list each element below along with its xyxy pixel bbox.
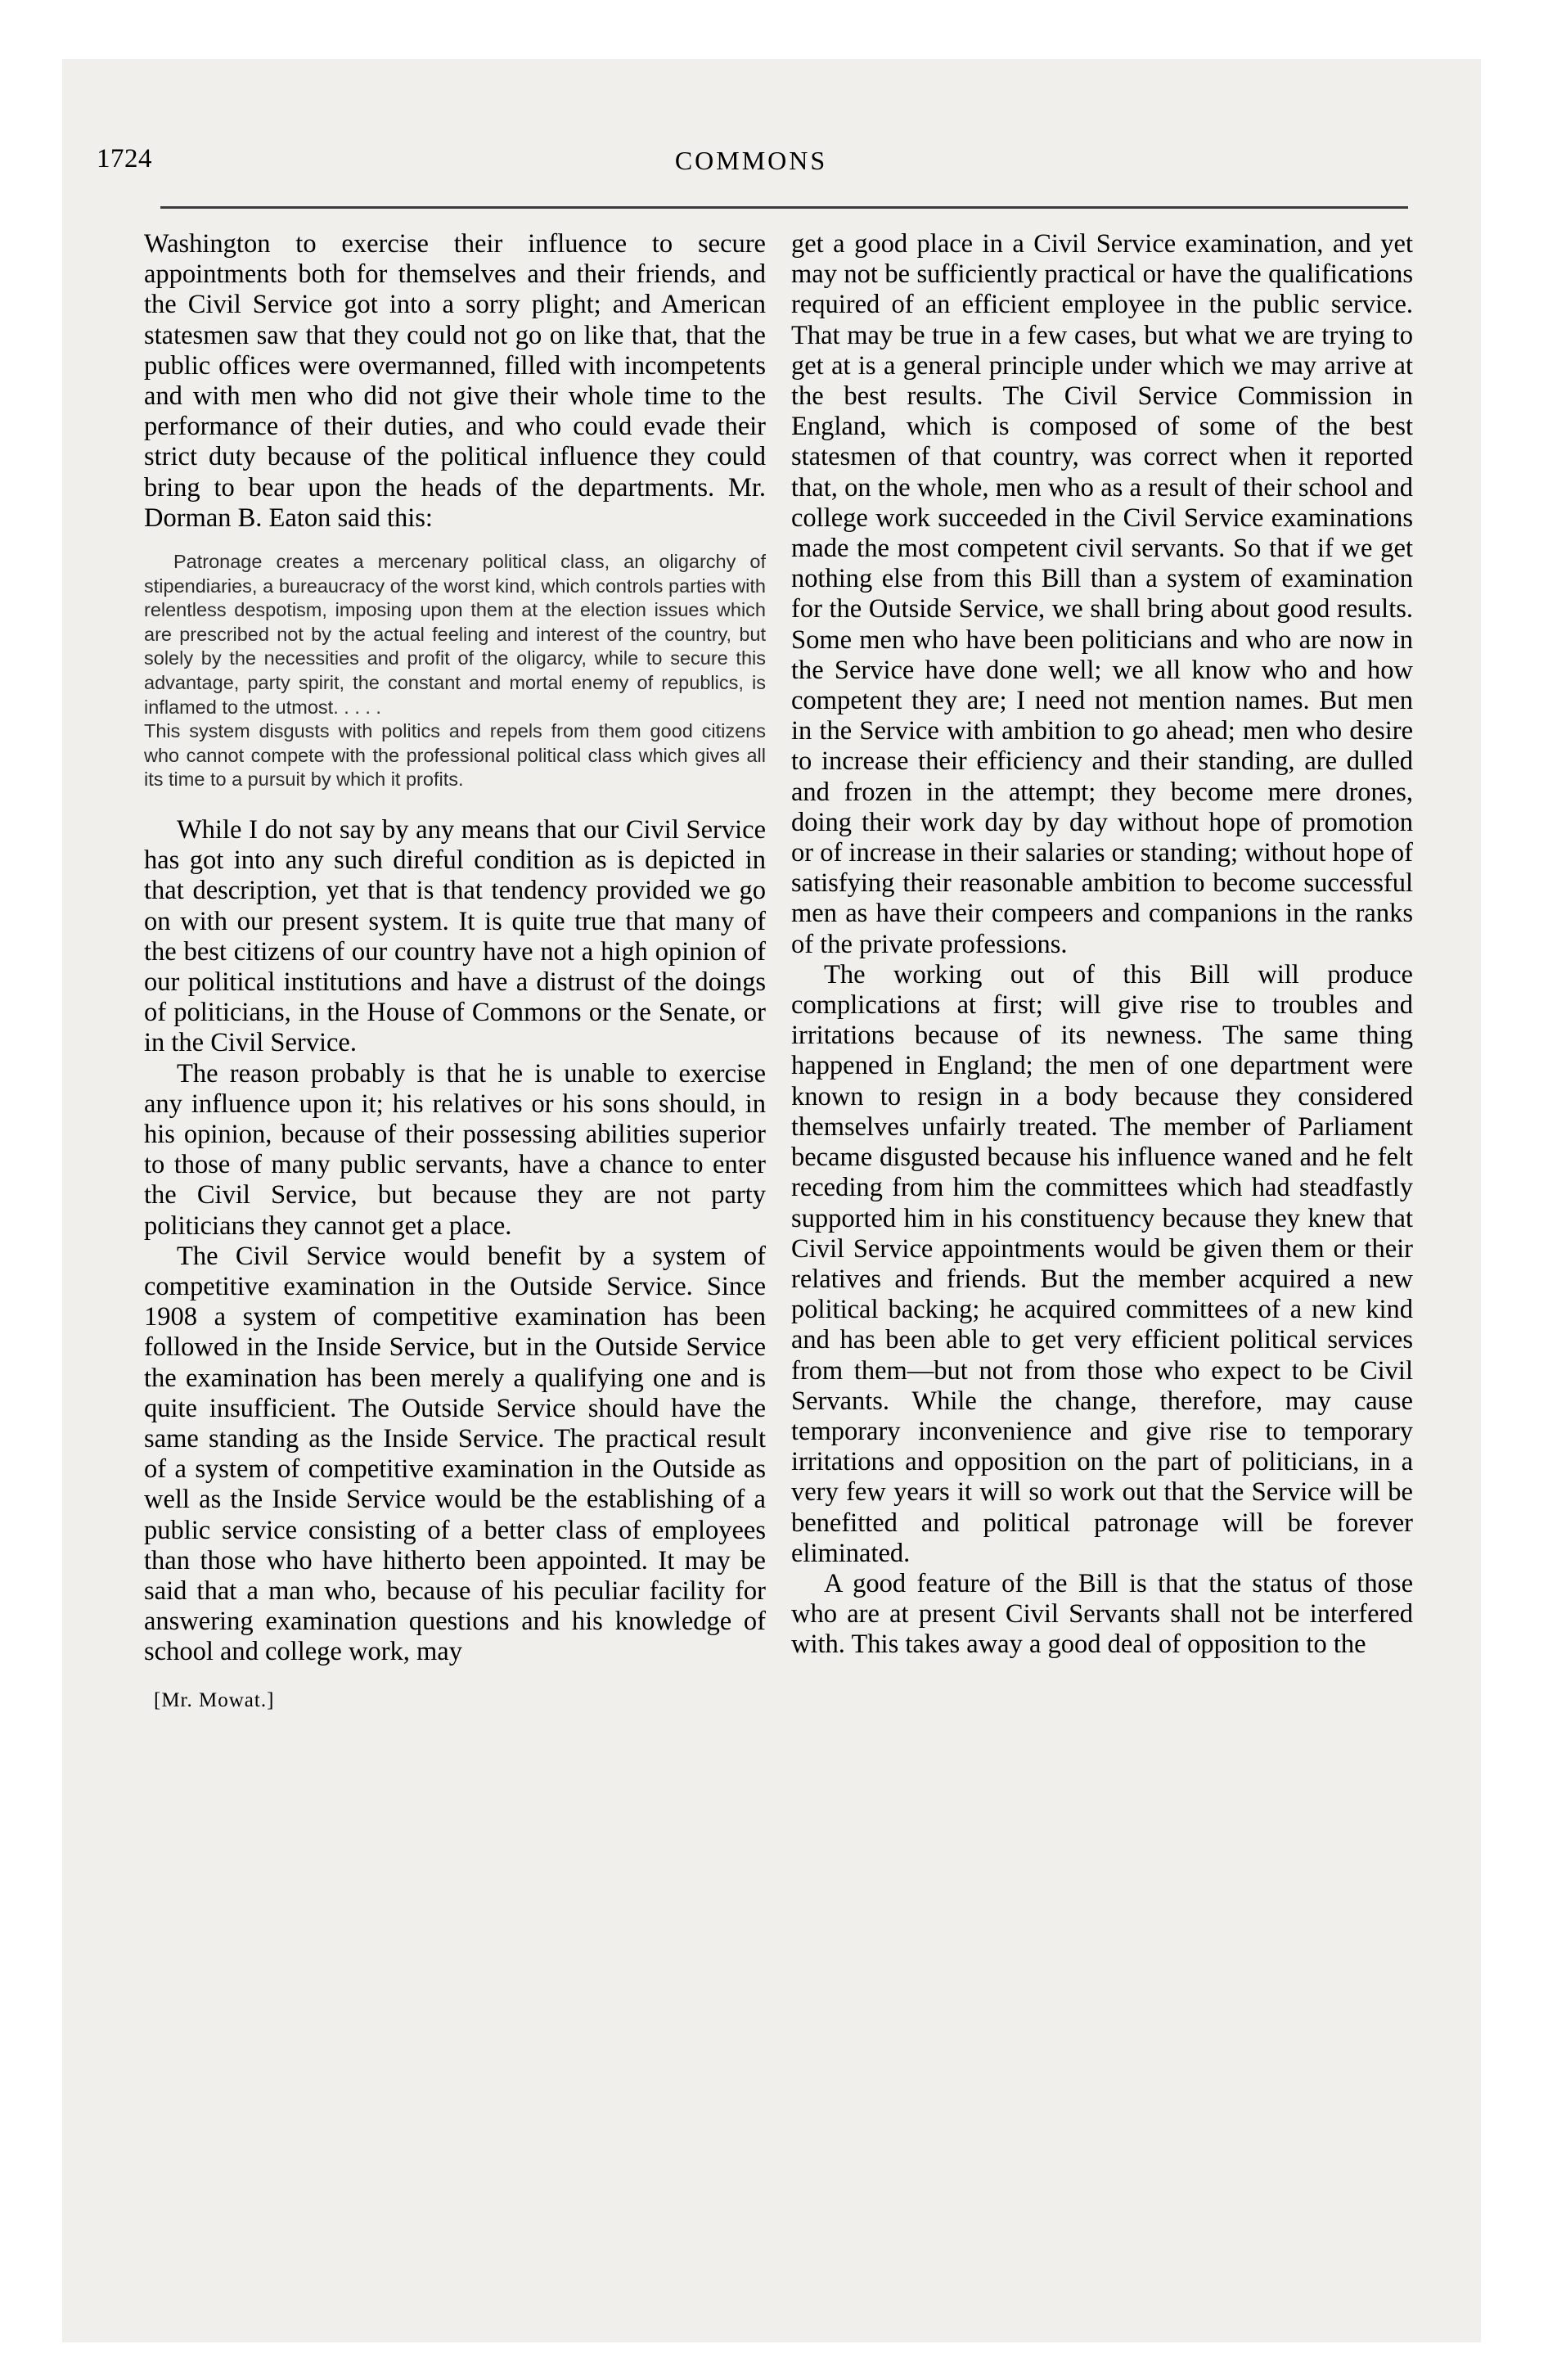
block-quote <box>144 550 766 792</box>
right-column <box>791 229 1413 2259</box>
speaker-tag: [Mr. Mowat.] <box>154 1688 275 1711</box>
paragraph: Washington to exercise their influence to secure appointments both for themselves and their friends, and the Civil Service got into a sorry plight; and American statesmen saw that they could not go on like that, that the public offices were overmanned, filled with incompetents and with men who did not give their whole time to the performance of their duties, and who could evade their strict duty because of the political influence they could bring to bear upon the heads of the departments. Mr. Dorman B. Eaton said this: <box>144 229 766 533</box>
paragraph: A good feature of the Bill is that the status of those who are at present Civil Servants shall not be interfered with. This takes away a good deal of opposition to the <box>791 1568 1413 1660</box>
running-title: COMMONS <box>674 146 828 175</box>
quote-paragraph: Patronage creates a mercenary political class, an oligarchy of stipendiaries, a bureaucracy of the worst kind, which controls parties with relentless despotism, imposing upon them at the election issues which are prescribed not by the actual feeling and interest of the country, but solely by the necessities and profit of the oligarcy, while to secure this advantage, party spirit, the constant and mortal enemy of republics, is inflamed to the utmost. . . . . <box>144 551 766 718</box>
paragraph: The Civil Service would benefit by a system of competitive examination in the Outside Service. Since 1908 a system of competitive examination has been followed in the Inside Service, but in the Outside Service the examination has been merely a qualifying one and is quite insufficient. The Outside Service should have the same standing as the Inside Service. The practical result of a system of competitive examination in the Outside as well as the Inside Service would be the establishing of a public service consisting of a better class of employees than those who have hitherto been appointed. It may be said that a man who, because of his peculiar facility for answering examination questions and his knowledge of school and college work, may <box>144 1241 766 1667</box>
paragraph: While I do not say by any means that our Civil Service has got into any such direful condition as is depicted in that description, yet that is that tendency provided we go on with our present system. It is quite true that many of the best citizens of our country have not a high opinion of our political institutions and have a distrust of the doings of politicians, in the House of Commons or the Senate, or in the Civil Service. <box>144 814 766 1058</box>
header-rule <box>160 206 1408 209</box>
paragraph: get a good place in a Civil Service examination, and yet may not be sufficiently practical or have the qualifications required of an efficient employee in the public service. That may be true in a few cases, but what we are trying to get at is a general principle under which we may arrive at the best results. The Civil Service Commission in England, which is composed of some of the best statesmen of that country, was correct when it reported that, on the whole, men who as a result of their school and college work succeeded in the Civil Service examinations made the most competent civil servants. So that if we get nothing else from this Bill than a system of examination for the Outside Service, we shall bring about good results. Some men who have been politicians and who are now in the Service have done well; we all know who and how competent they are; I need not mention names. But men in the Service with ambition to go ahead; men who desire to increase their efficiency and their standing, are dulled and frozen in the attempt; they become mere drones, doing their work day by day without hope of promotion or of increase in their salaries or standing; without hope of satisfying their reasonable ambition to become successful men as have their compeers and companions in the ranks of the private professions. <box>791 229 1413 959</box>
left-column <box>144 229 766 2259</box>
paragraph: The working out of this Bill will produce complications at first; will give rise to troubles and irritations because of its newness. The same thing happened in England; the men of one department were known to resign in a body because they considered themselves unfairly treated. The member of Parliament became disgusted because his influence waned and he felt receding from him the committees which had steadfastly supported him in his constituency because they knew that Civil Service appointments would be given them or their relatives and friends. But the member acquired a new political backing; he acquired committees of a new kind and has been able to get very efficient political services from them—but not from those who expect to be Civil Servants. While the change, therefore, may cause temporary inconvenience and give rise to temporary irritations and opposition on the part of politicians, in a very few years it will so work out that the Service will be benefitted and political patronage will be forever eliminated. <box>791 959 1413 1568</box>
page-header <box>97 144 1406 185</box>
quote-paragraph: This system disgusts with politics and repels from them good citizens who cannot compete with the professional political class which gives all its time to a pursuit by which it profits. <box>144 720 766 791</box>
paragraph: The reason probably is that he is unable to exercise any influence upon it; his relatives or his sons should, in his opinion, because of their possessing abilities superior to those of many public servants, have a chance to enter the Civil Service, but because they are not party politicians they cannot get a place. <box>144 1058 766 1241</box>
page-number: 1724 <box>97 144 152 174</box>
